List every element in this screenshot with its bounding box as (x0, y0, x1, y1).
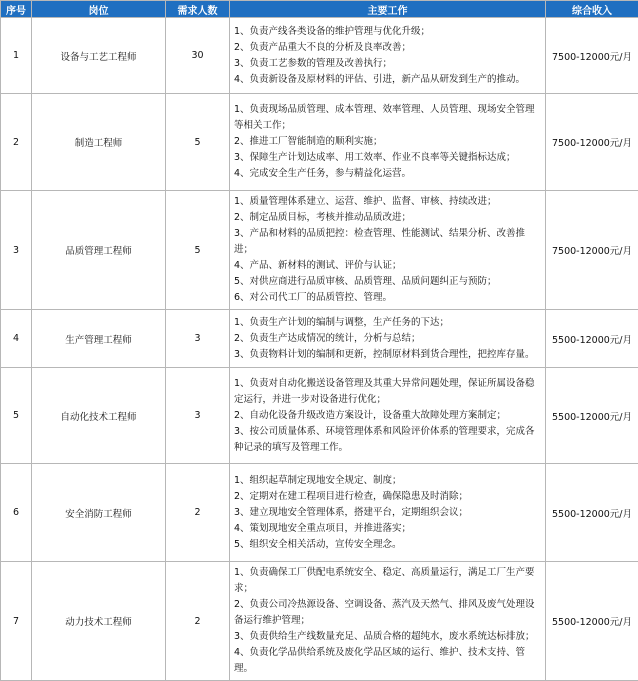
row-headcount: 5 (166, 94, 230, 191)
duty-item: 2、负责产品重大不良的分析及良率改善； (234, 40, 541, 56)
row-headcount: 5 (166, 191, 230, 310)
duty-item: 1、质量管理体系建立、运营、维护、监督、审核、持续改进； (234, 194, 541, 210)
row-index: 6 (1, 464, 32, 562)
row-duties (230, 18, 546, 94)
duty-item: 4、负责化学品供给系统及废化学品区域的运行、维护、技术支持、管理。 (234, 645, 541, 677)
row-index: 7 (1, 562, 32, 681)
row-index: 4 (1, 310, 32, 368)
duty-item: 3、产品和材料的品质把控：检查管理、性能测试、结果分析、改善推进； (234, 226, 541, 258)
row-salary: 5500-12000元/月 (546, 368, 638, 464)
row-position: 生产管理工程师 (32, 310, 166, 368)
duty-item: 4、完成安全生产任务，参与精益化运营。 (234, 166, 541, 182)
row-index: 2 (1, 94, 32, 191)
duty-item: 3、建立现地安全管理体系，搭建平台，定期组织会议； (234, 505, 541, 521)
duty-item: 5、组织安全相关活动，宣传安全理念。 (234, 537, 541, 553)
header-position: 岗位 (32, 1, 166, 18)
header-salary: 综合收入 (546, 1, 638, 18)
table-row (1, 464, 638, 562)
header-row (1, 1, 638, 18)
duty-item: 1、负责产线各类设备的维护管理与优化升级； (234, 24, 541, 40)
row-index: 3 (1, 191, 32, 310)
duty-item: 3、负责工艺参数的管理及改善执行； (234, 56, 541, 72)
row-duties (230, 310, 546, 368)
row-duties (230, 562, 546, 681)
duty-item: 3、负责供给生产线数量充足、品质合格的超纯水，废水系统达标排放； (234, 629, 541, 645)
row-duties (230, 191, 546, 310)
row-salary: 7500-12000元/月 (546, 94, 638, 191)
row-position: 动力技术工程师 (32, 562, 166, 681)
duty-item: 2、制定品质目标，考核并推动品质改进； (234, 210, 541, 226)
row-duties (230, 94, 546, 191)
duty-item: 2、定期对在建工程项目进行检查，确保隐患及时消除； (234, 489, 541, 505)
header-headcount: 需求人数 (166, 1, 230, 18)
row-salary: 7500-12000元/月 (546, 18, 638, 94)
table-row (1, 310, 638, 368)
row-headcount: 2 (166, 464, 230, 562)
duty-item: 5、对供应商进行品质审核、品质管理、品质问题纠正与预防； (234, 274, 541, 290)
table-row (1, 562, 638, 681)
row-headcount: 3 (166, 368, 230, 464)
duty-item: 2、自动化设备升级改造方案设计，设备重大故障处理方案制定； (234, 408, 541, 424)
duty-item: 4、产品、新材料的测试、评价与认证； (234, 258, 541, 274)
header-duties: 主要工作 (230, 1, 546, 18)
header-index: 序号 (1, 1, 32, 18)
table-row (1, 368, 638, 464)
row-headcount: 2 (166, 562, 230, 681)
table-row (1, 94, 638, 191)
duty-item: 1、负责确保工厂供配电系统安全、稳定、高质量运行，满足工厂生产要求； (234, 565, 541, 597)
duty-item: 4、策划现地安全重点项目，并推进落实； (234, 521, 541, 537)
duty-item: 1、负责对自动化搬送设备管理及其重大异常问题处理，保证所属设备稳定运行，并进一步对设备进行优化； (234, 376, 541, 408)
row-index: 1 (1, 18, 32, 94)
table-row (1, 191, 638, 310)
duty-item: 2、推进工厂智能制造的顺利实施； (234, 134, 541, 150)
duty-item: 1、组织起草制定现地安全规定、制度； (234, 473, 541, 489)
duty-item: 3、按公司质量体系、环境管理体系和风险评价体系的管理要求，完成各种记录的填写及管理工作。 (234, 424, 541, 456)
row-salary: 5500-12000元/月 (546, 562, 638, 681)
row-position: 品质管理工程师 (32, 191, 166, 310)
duty-item: 1、负责现场品质管理、成本管理、效率管理、人员管理、现场安全管理等相关工作； (234, 102, 541, 134)
row-index: 5 (1, 368, 32, 464)
table-row (1, 18, 638, 94)
row-position: 安全消防工程师 (32, 464, 166, 562)
row-duties (230, 464, 546, 562)
row-salary: 7500-12000元/月 (546, 191, 638, 310)
duty-item: 2、负责生产达成情况的统计，分析与总结； (234, 331, 541, 347)
duty-item: 3、保障生产计划达成率、用工效率、作业不良率等关键指标达成； (234, 150, 541, 166)
row-headcount: 30 (166, 18, 230, 94)
duty-item: 1、负责生产计划的编制与调整，生产任务的下达； (234, 315, 541, 331)
row-duties (230, 368, 546, 464)
duty-item: 3、负责物料计划的编制和更新，控制原材料到货合理性，把控库存量。 (234, 347, 541, 363)
duty-item: 6、对公司代工厂的品质管控、管理。 (234, 290, 541, 306)
row-position: 制造工程师 (32, 94, 166, 191)
row-headcount: 3 (166, 310, 230, 368)
row-position: 自动化技术工程师 (32, 368, 166, 464)
row-position: 设备与工艺工程师 (32, 18, 166, 94)
row-salary: 5500-12000元/月 (546, 464, 638, 562)
duty-item: 2、负责公司冷热源设备、空调设备、蒸汽及天然气、排风及废气处理设备运行维护管理； (234, 597, 541, 629)
row-salary: 5500-12000元/月 (546, 310, 638, 368)
duty-item: 4、负责新设备及原材料的评估、引进，新产品从研发到生产的推动。 (234, 72, 541, 88)
